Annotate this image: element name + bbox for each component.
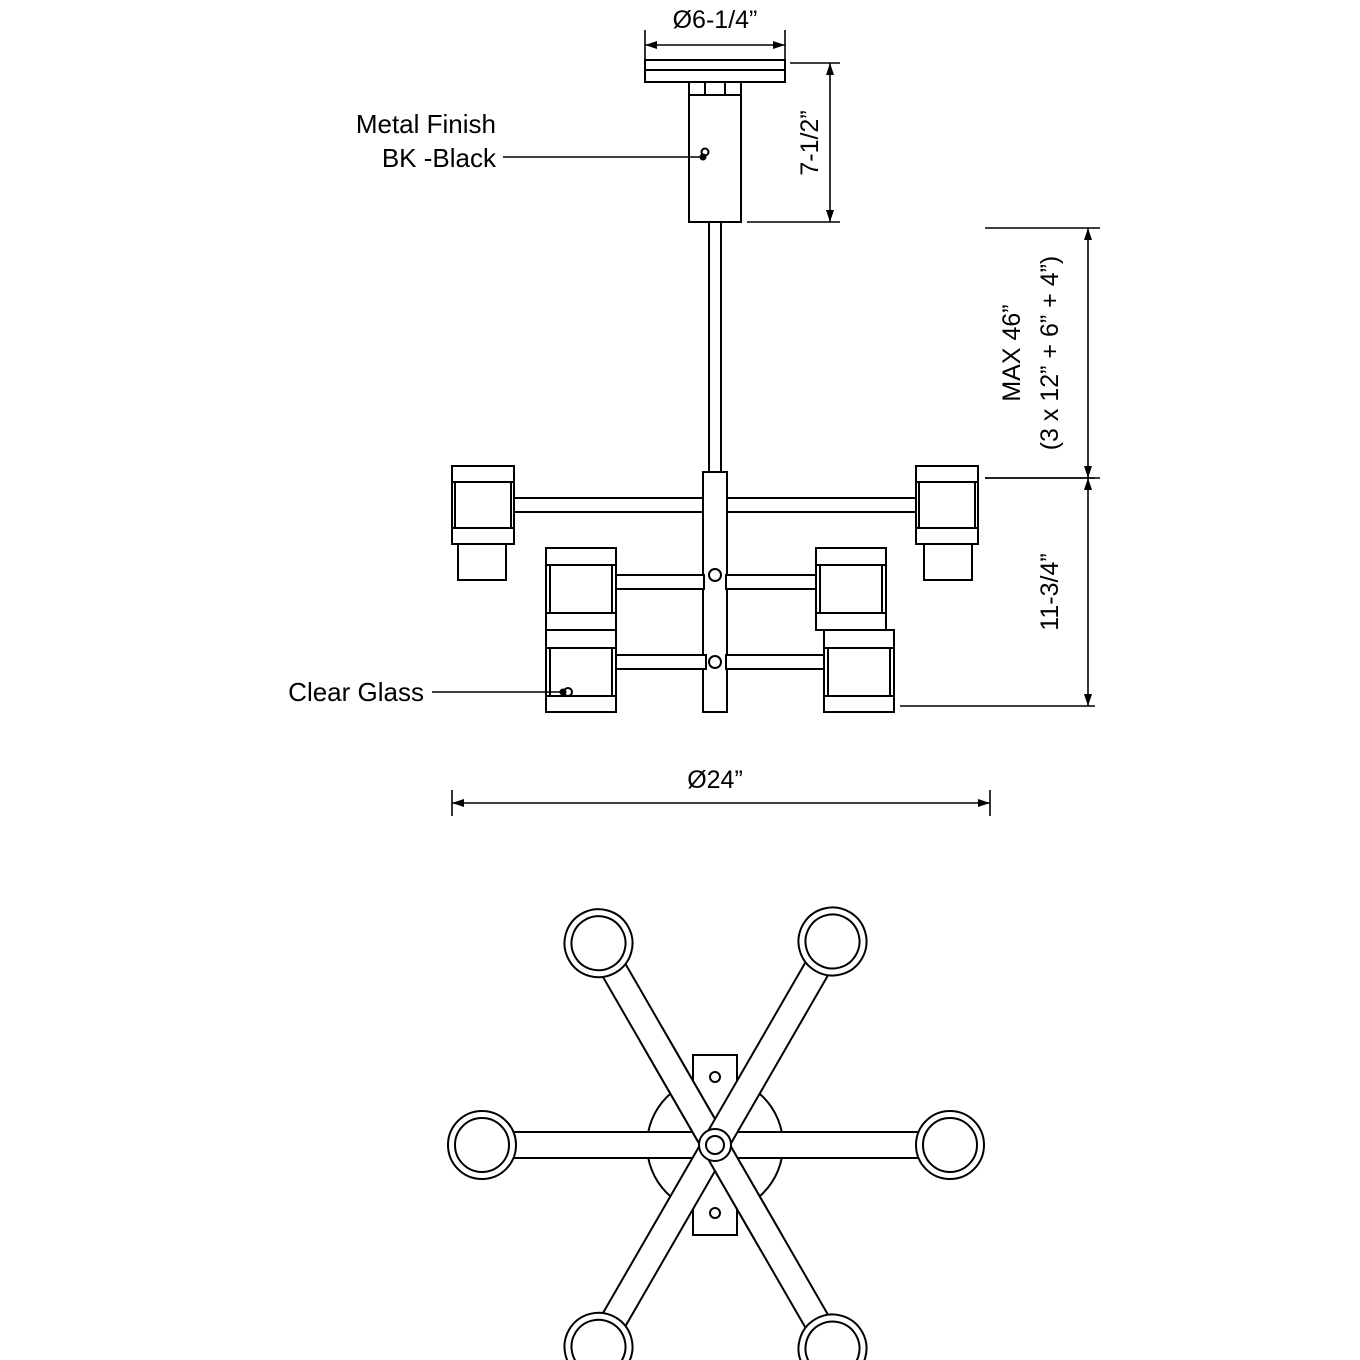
plan-arm-lower-right — [684, 895, 879, 1165]
label-fixture-height: 11-3/4” — [1036, 553, 1064, 631]
canopy — [645, 60, 785, 82]
dimension-canopy-drop — [747, 63, 840, 222]
callout-clear-glass: Clear Glass — [288, 677, 424, 707]
callout-metal-finish-line2: BK -Black — [381, 143, 496, 173]
arm-lower-left — [546, 630, 706, 712]
label-canopy-drop: 7-1/2” — [796, 110, 824, 176]
label-max-overall-detail: (3 x 12” + 6” + 4”) — [1036, 255, 1064, 451]
label-canopy-diameter: Ø6-1/4” — [672, 6, 758, 34]
callout-metal-finish-line1: Metal Finish — [355, 109, 496, 139]
label-max-overall: MAX 46” — [998, 304, 1026, 402]
stem-housing — [689, 82, 741, 222]
dimension-canopy-diameter — [645, 30, 785, 62]
arm-lower-right — [726, 630, 894, 712]
label-fixture-diameter: Ø24” — [687, 766, 743, 794]
plan-view — [448, 895, 984, 1360]
leader-metal-finish — [503, 154, 707, 161]
down-rod — [709, 222, 721, 472]
center-hub — [703, 472, 727, 712]
